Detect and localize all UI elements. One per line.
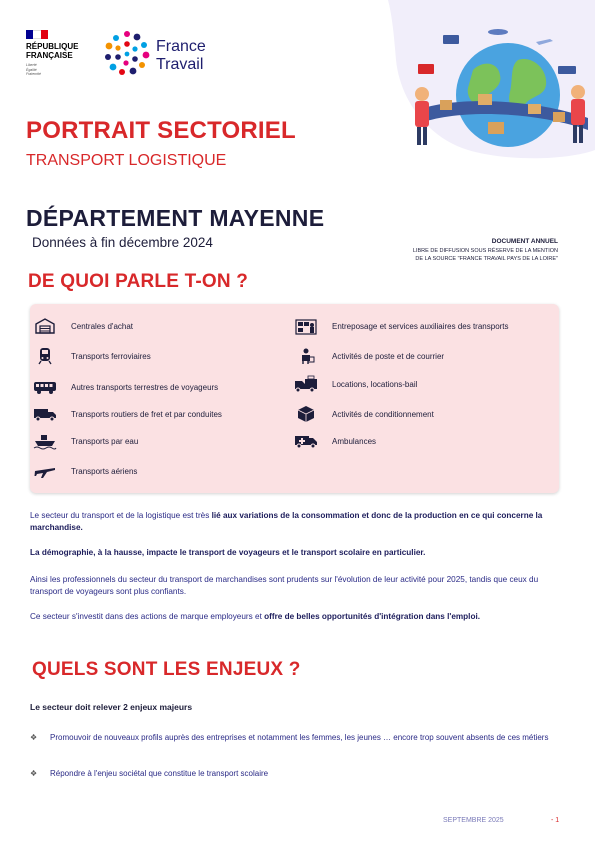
motto	[26, 63, 96, 77]
activity-item	[294, 374, 417, 394]
france-travail-line1: France	[156, 38, 206, 55]
diffusion-note-line1: LIBRE DE DIFFUSION SOUS RÉSERVE DE LA MENTION	[412, 248, 558, 254]
document-type: DOCUMENT ANNUEL	[491, 238, 558, 245]
enjeux-bullet	[30, 732, 560, 743]
bullet-text: Répondre à l'enjeu sociétal que constitue le transport scolaire	[50, 769, 269, 778]
diamond-bullet-icon: ❖	[30, 733, 38, 742]
activity-item	[33, 346, 151, 366]
page-number: - 1	[551, 817, 560, 824]
france-travail-dots-icon	[104, 30, 150, 76]
activity-label: Entreposage et services auxiliaires des transports	[332, 321, 509, 331]
activity-item	[33, 431, 138, 451]
activity-label: Transports routiers de fret et par conduites	[71, 409, 222, 419]
activity-label: Locations, locations-bail	[332, 379, 418, 389]
france-travail-name	[156, 38, 206, 74]
diffusion-note	[338, 247, 558, 263]
rental-truck-icon	[294, 375, 318, 393]
data-date: Données à fin décembre 2024	[32, 235, 213, 250]
activity-item	[33, 404, 222, 424]
ambulance-icon	[294, 432, 318, 450]
activity-label: Transports ferroviaires	[71, 351, 151, 361]
activity-item	[33, 316, 133, 336]
activity-label: Autres transports terrestres de voyageurs	[71, 382, 219, 392]
activity-label: Centrales d'achat	[71, 321, 134, 331]
paragraph-bold: lié aux variations de la consommation et donc de la production en ce qui concerne la marchandise.	[30, 511, 543, 532]
paragraph-text: Le secteur du transport et de la logistique est très	[30, 511, 212, 520]
activities-panel	[30, 304, 559, 493]
paragraph-bold: offre de belles opportunités d'intégration dans l'emploi.	[264, 612, 481, 621]
paragraph-bold: La démographie, à la hausse, impacte le transport de voyageurs et le transport scolaire en particulier.	[30, 548, 426, 557]
logistics-globe-illustration	[388, 0, 595, 160]
package-icon	[294, 405, 318, 423]
footer-date: SEPTEMBRE 2025	[443, 817, 504, 824]
ship-icon	[33, 432, 57, 450]
paragraph-consommation	[30, 510, 562, 534]
activity-label: Activités de poste et de courrier	[332, 351, 445, 361]
train-icon	[33, 347, 57, 365]
activity-label: Ambulances	[332, 436, 377, 446]
postman-icon	[294, 347, 318, 365]
section-title-quels-sont-les-enjeux: QUELS SONT LES ENJEUX ?	[32, 659, 301, 680]
french-flag-icon	[26, 30, 48, 39]
diffusion-note-line2: DE LA SOURCE "FRANCE TRAVAIL PAYS DE LA LOIRE"	[415, 256, 558, 262]
france-travail-line2: Travail	[156, 56, 204, 73]
enjeux-lead: Le secteur doit relever 2 enjeux majeurs	[30, 702, 193, 712]
storage-icon	[294, 317, 318, 335]
activity-label: Transports aériens	[71, 466, 138, 476]
republique-francaise-logo	[26, 30, 96, 77]
bullet-text: Promouvoir de nouveaux profils auprès des entreprises et notamment les femmes, les jeunes … encore trop souvent absents de ces métiers	[50, 733, 549, 742]
page-title: PORTRAIT SECTORIEL	[26, 117, 296, 144]
republique-text-line2: FRANÇAISE	[26, 51, 73, 60]
activity-label: Activités de conditionnement	[332, 409, 434, 419]
activity-item	[294, 316, 509, 336]
motto-line2: Égalité	[26, 67, 37, 72]
sector-subtitle: TRANSPORT LOGISTIQUE	[26, 152, 227, 169]
diamond-bullet-icon: ❖	[30, 769, 38, 778]
france-travail-logo	[104, 30, 224, 80]
paragraph-prudence: Ainsi les professionnels du secteur du transport de marchandises sont prudents sur l'évolution de leur activité pour 2025, tandis que ceux du transport de voyageurs sont plus confiants.	[30, 575, 539, 596]
activity-item	[33, 377, 218, 397]
motto-line3: Fraternité	[26, 72, 41, 76]
activity-item	[33, 461, 137, 481]
bus-icon	[33, 378, 57, 396]
paragraph-marque-employeur	[30, 611, 562, 623]
plane-icon	[33, 462, 57, 480]
department-title: DÉPARTEMENT MAYENNE	[26, 205, 325, 231]
motto-line1: Liberté	[26, 63, 37, 67]
activity-item	[294, 346, 444, 366]
section-title-de-quoi-parle-t-on: DE QUOI PARLE T-ON ?	[28, 271, 249, 292]
activity-item	[294, 404, 434, 424]
activity-label: Transports par eau	[71, 436, 139, 446]
document-notice	[338, 238, 558, 263]
enjeux-bullet	[30, 768, 560, 779]
activity-item	[294, 431, 376, 451]
paragraph-demographie	[30, 547, 562, 559]
warehouse-icon	[33, 317, 57, 335]
paragraph-text: Ce secteur s'investit dans des actions de marque employeurs et	[30, 612, 265, 621]
truck-icon	[33, 405, 57, 423]
republique-text-line1: RÉPUBLIQUE	[26, 42, 79, 51]
